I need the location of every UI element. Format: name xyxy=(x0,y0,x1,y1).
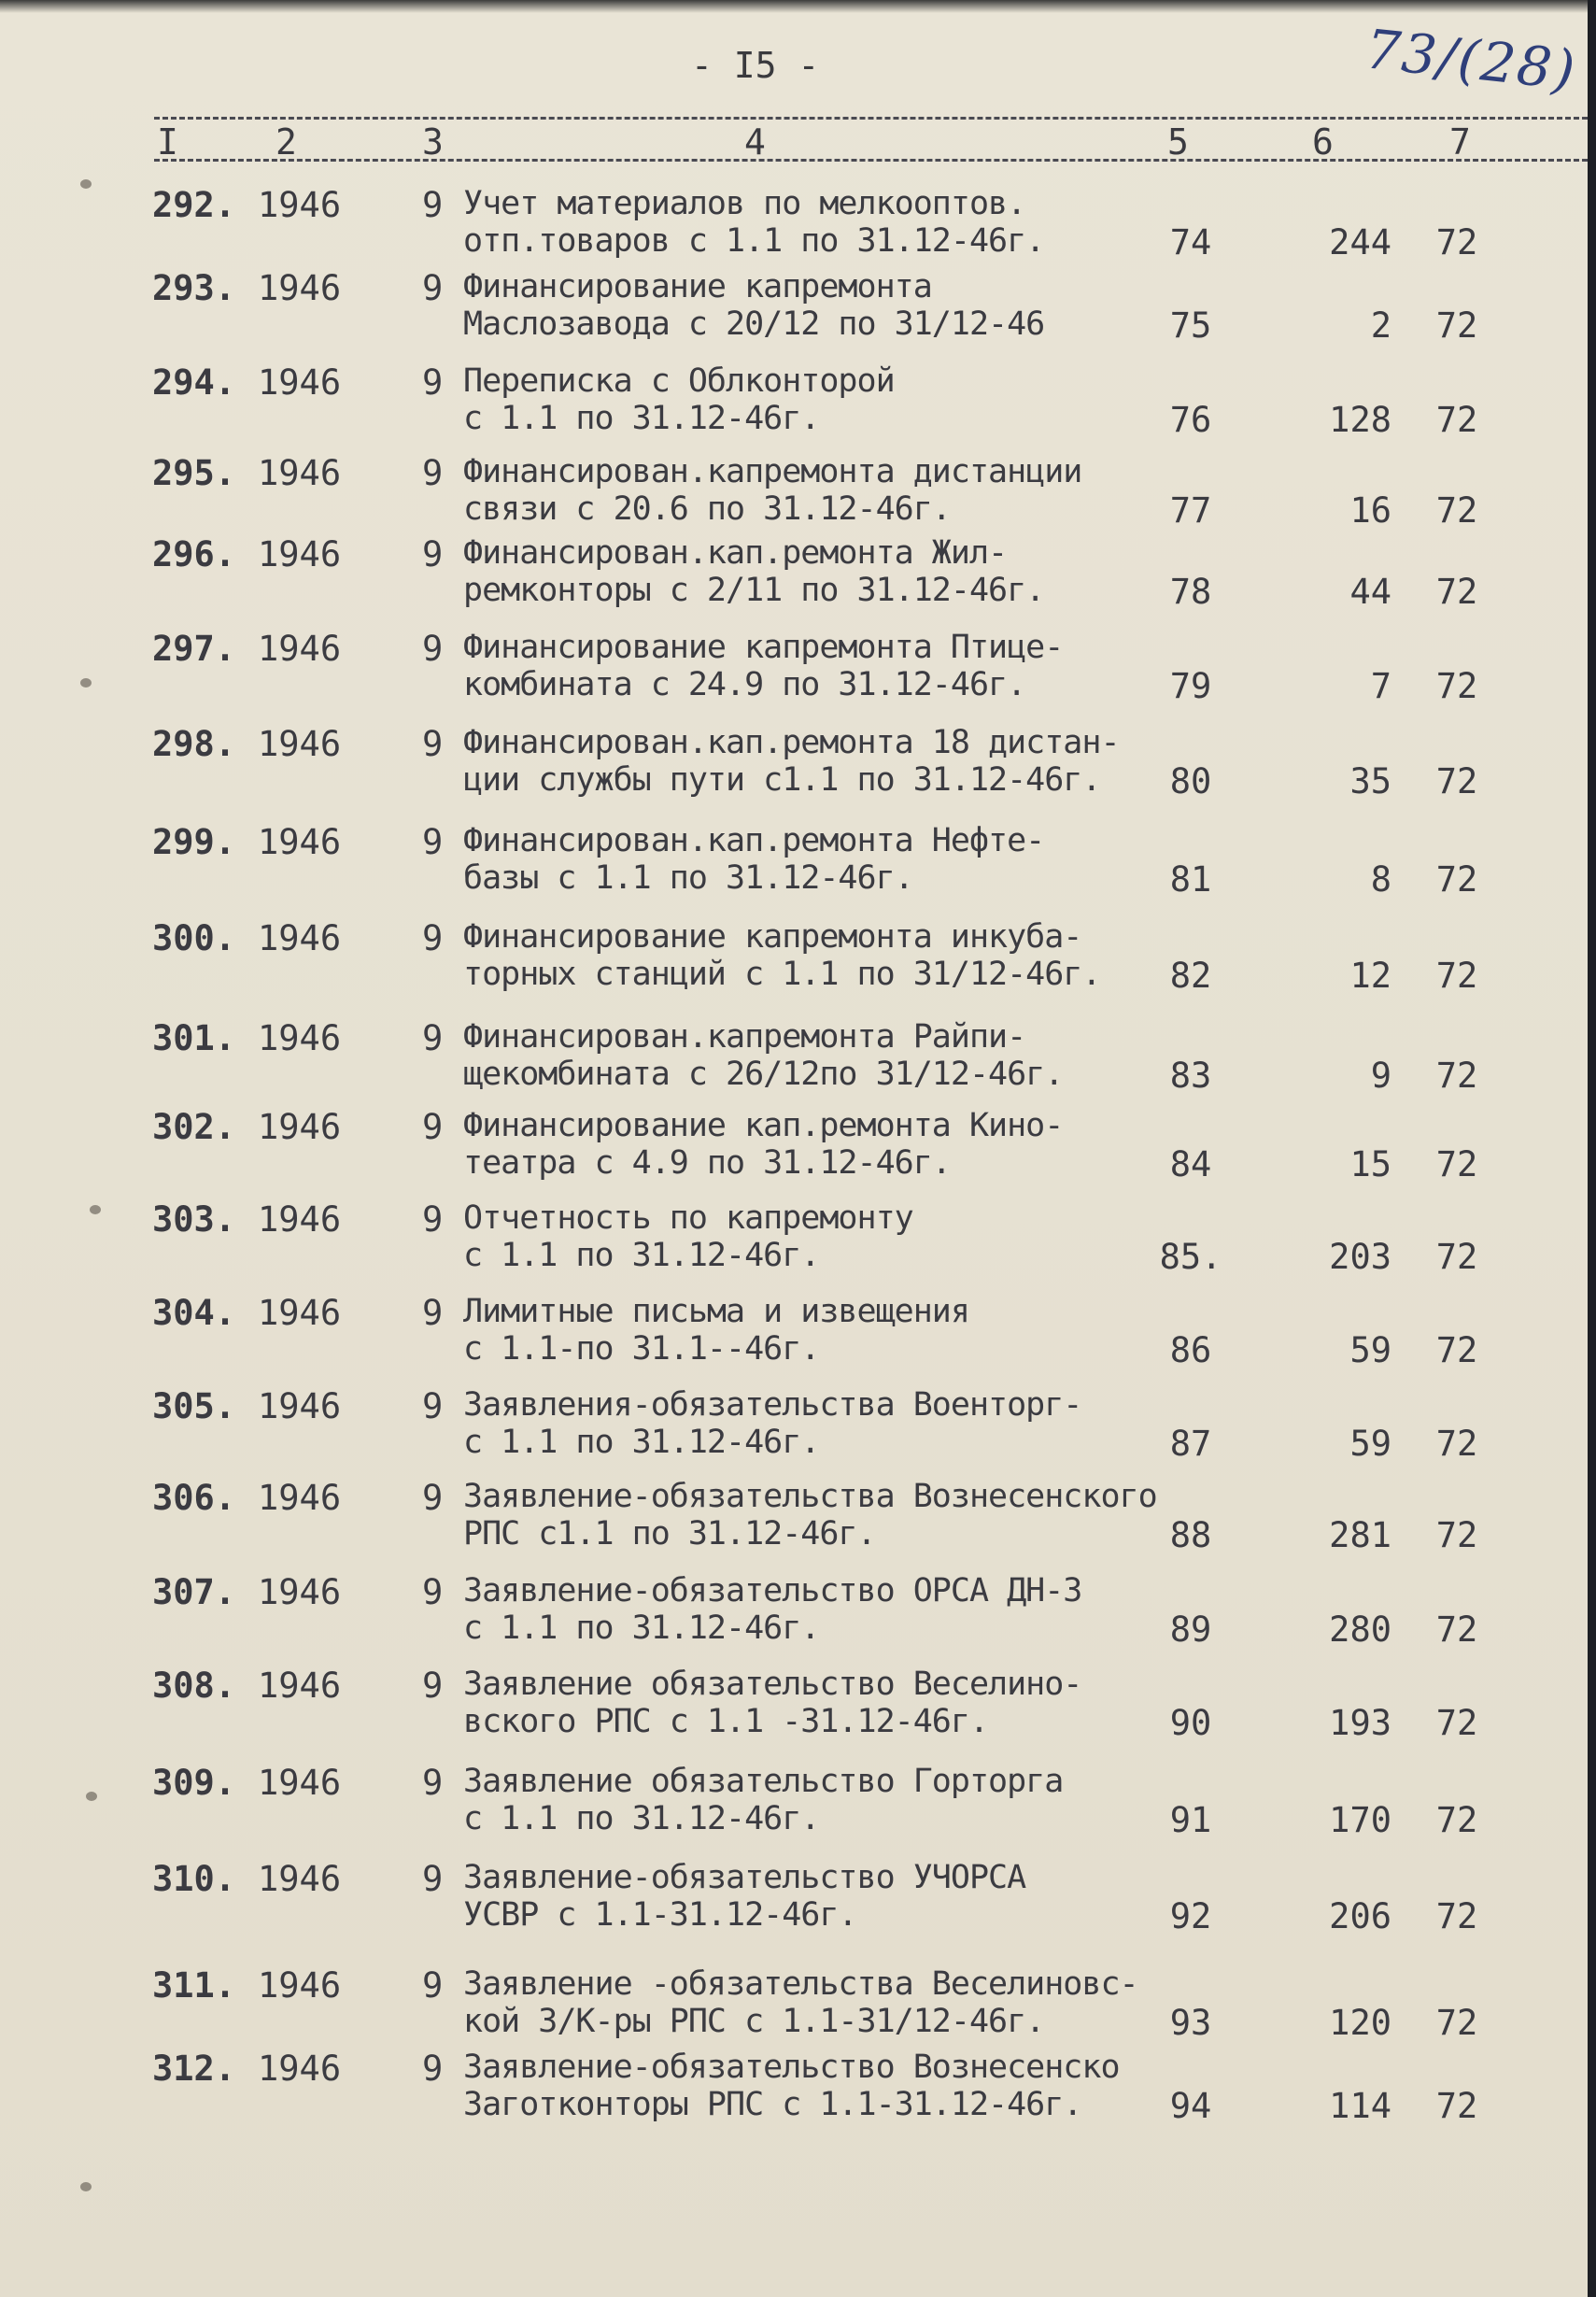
row-col6: 281 xyxy=(1329,1515,1391,1555)
row-title-line1: Заявление -обязательства Веселиновс- xyxy=(463,1965,1138,2003)
table-row xyxy=(0,534,1588,624)
row-col6: 244 xyxy=(1329,222,1391,262)
row-year: 1946 xyxy=(258,2049,342,2089)
row-year: 1946 xyxy=(258,724,342,764)
row-number: 295. xyxy=(152,453,236,493)
row-title-line2: УСВР с 1.1-31.12-46г. xyxy=(463,1896,857,1934)
row-title-line2: театра с 4.9 по 31.12-46г. xyxy=(463,1144,951,1182)
row-year: 1946 xyxy=(258,362,342,403)
row-col7: 72 xyxy=(1435,1144,1478,1184)
row-title xyxy=(463,1666,1081,1740)
row-title xyxy=(463,1859,1025,1934)
row-year: 1946 xyxy=(258,1666,342,1706)
row-number: 312. xyxy=(152,2049,236,2089)
row-col3: 9 xyxy=(422,1386,444,1426)
row-title xyxy=(463,1107,1063,1182)
row-year: 1946 xyxy=(258,1386,342,1426)
row-year: 1946 xyxy=(258,1478,342,1518)
row-title xyxy=(463,1478,1157,1553)
row-col5: 91 xyxy=(1169,1800,1212,1840)
row-col6: 193 xyxy=(1329,1703,1391,1743)
row-number: 304. xyxy=(152,1293,236,1333)
row-number: 300. xyxy=(152,918,236,958)
row-title-line1: Заявление-обязательство ОРСА ДН-3 xyxy=(463,1572,1082,1609)
row-title-line2: Заготконторы РПС с 1.1-31.12-46г. xyxy=(463,2086,1082,2123)
row-col5: 79 xyxy=(1169,666,1212,706)
row-title-line1: Финансирован.кап.ремонта Жил- xyxy=(463,534,1008,572)
row-col7: 72 xyxy=(1435,1609,1478,1650)
row-title-line2: с 1.1 по 31.12-46г. xyxy=(463,1424,820,1461)
row-title xyxy=(463,822,1044,897)
row-col5: 87 xyxy=(1169,1424,1212,1464)
row-col5: 88 xyxy=(1169,1515,1212,1555)
row-year: 1946 xyxy=(258,534,342,574)
row-title xyxy=(463,1018,1063,1093)
row-col6: 15 xyxy=(1349,1144,1391,1184)
row-col6: 114 xyxy=(1329,2086,1391,2126)
row-col3: 9 xyxy=(422,1965,444,2006)
row-col3: 9 xyxy=(422,1478,444,1518)
row-number: 292. xyxy=(152,185,236,225)
row-col3: 9 xyxy=(422,1107,444,1147)
row-col6: 203 xyxy=(1329,1237,1391,1277)
row-col6: 59 xyxy=(1349,1424,1391,1464)
table-row xyxy=(0,1199,1588,1289)
row-col7: 72 xyxy=(1435,666,1478,706)
row-col7: 72 xyxy=(1435,572,1478,612)
row-year: 1946 xyxy=(258,822,342,862)
row-title xyxy=(463,1199,913,1274)
row-title-line2: ции службы пути с1.1 по 31.12-46г. xyxy=(463,761,1101,799)
row-year: 1946 xyxy=(258,453,342,493)
table-row xyxy=(0,1965,1588,2055)
row-col3: 9 xyxy=(422,453,444,493)
header-rule-bottom xyxy=(154,159,1588,162)
row-col3: 9 xyxy=(422,724,444,764)
row-col3: 9 xyxy=(422,918,444,958)
row-col7: 72 xyxy=(1435,1330,1478,1370)
row-col5: 77 xyxy=(1169,490,1212,531)
row-title-line2: щекомбината с 26/12по 31/12-46г. xyxy=(463,1056,1064,1093)
row-col7: 72 xyxy=(1435,1800,1478,1840)
row-title xyxy=(463,1572,1081,1647)
row-number: 299. xyxy=(152,822,236,862)
row-col6: 12 xyxy=(1349,956,1391,996)
row-col5: 80 xyxy=(1169,761,1212,801)
row-title-line1: Заявления-обязательства Военторг- xyxy=(463,1386,1082,1424)
row-title xyxy=(463,362,895,437)
row-col6: 9 xyxy=(1370,1056,1391,1096)
table-row xyxy=(0,2049,1588,2138)
row-title-line2: с 1.1 по 31.12-46г. xyxy=(463,1237,820,1274)
table-row xyxy=(0,453,1588,543)
row-col5: 92 xyxy=(1169,1896,1212,1936)
row-col7: 72 xyxy=(1435,1237,1478,1277)
row-number: 305. xyxy=(152,1386,236,1426)
row-number: 302. xyxy=(152,1107,236,1147)
row-col6: 120 xyxy=(1329,2003,1391,2043)
row-col3: 9 xyxy=(422,268,444,308)
row-col3: 9 xyxy=(422,362,444,403)
row-title xyxy=(463,2049,1120,2123)
row-col6: 206 xyxy=(1329,1896,1391,1936)
scan-edge-shadow xyxy=(0,0,1588,13)
row-col5: 75 xyxy=(1169,305,1212,346)
row-col6: 16 xyxy=(1349,490,1391,531)
row-col6: 59 xyxy=(1349,1330,1391,1370)
row-title-line2: вского РПС с 1.1 -31.12-46г. xyxy=(463,1703,989,1740)
row-year: 1946 xyxy=(258,1572,342,1612)
row-col5: 89 xyxy=(1169,1609,1212,1650)
row-col5: 82 xyxy=(1169,956,1212,996)
row-title-line2: базы с 1.1 по 31.12-46г. xyxy=(463,859,913,897)
row-title xyxy=(463,1763,1063,1837)
row-title-line1: Переписка с Облконторой xyxy=(463,362,895,400)
row-title-line2: с 1.1 по 31.12-46г. xyxy=(463,400,820,437)
row-col5: 81 xyxy=(1169,859,1212,900)
row-year: 1946 xyxy=(258,1763,342,1803)
table-row xyxy=(0,822,1588,912)
sheet-number-stamp: 73/(28) xyxy=(1363,17,1580,103)
row-title-line1: Лимитные письма и извещения xyxy=(463,1293,969,1330)
row-number: 303. xyxy=(152,1199,236,1240)
row-col5: 85. xyxy=(1159,1237,1222,1277)
row-col6: 170 xyxy=(1329,1800,1391,1840)
row-title-line2: кой З/К-ры РПС с 1.1-31/12-46г. xyxy=(463,2003,1045,2040)
row-title-line1: Отчетность по капремонту xyxy=(463,1199,913,1237)
row-col7: 72 xyxy=(1435,2086,1478,2126)
table-row xyxy=(0,362,1588,452)
page-number: - I5 - xyxy=(691,45,820,86)
row-col7: 72 xyxy=(1435,1896,1478,1936)
row-number: 311. xyxy=(152,1965,236,2006)
row-title xyxy=(463,534,1044,609)
row-title-line1: Финансирован.капремонта Райпи- xyxy=(463,1018,1026,1056)
row-number: 301. xyxy=(152,1018,236,1058)
row-number: 310. xyxy=(152,1859,236,1899)
row-col6: 2 xyxy=(1370,305,1391,346)
table-row xyxy=(0,1478,1588,1567)
row-title-line1: Заявление обязательство Горторга xyxy=(463,1763,1064,1800)
row-col5: 78 xyxy=(1169,572,1212,612)
row-col6: 35 xyxy=(1349,761,1391,801)
table-row xyxy=(0,1666,1588,1755)
row-col5: 76 xyxy=(1169,400,1212,440)
header-rule-top xyxy=(154,117,1588,120)
row-title xyxy=(463,453,1081,528)
row-col7: 72 xyxy=(1435,490,1478,531)
column-header-4: 4 xyxy=(744,121,766,163)
row-col5: 74 xyxy=(1169,222,1212,262)
row-title-line1: Заявление-обязательство Вознесенско xyxy=(463,2049,1120,2086)
row-title-line1: Заявление-обязательства Вознесенского xyxy=(463,1478,1157,1515)
row-year: 1946 xyxy=(258,1859,342,1899)
row-year: 1946 xyxy=(258,629,342,669)
row-col6: 8 xyxy=(1370,859,1391,900)
column-header-3: 3 xyxy=(422,121,444,163)
row-title-line2: Маслозавода с 20/12 по 31/12-46 xyxy=(463,305,1045,343)
row-col3: 9 xyxy=(422,1199,444,1240)
row-col7: 72 xyxy=(1435,400,1478,440)
row-col3: 9 xyxy=(422,1763,444,1803)
row-title xyxy=(463,1965,1138,2040)
row-col3: 9 xyxy=(422,1572,444,1612)
row-title-line2: с 1.1 по 31.12-46г. xyxy=(463,1609,820,1647)
row-col3: 9 xyxy=(422,1666,444,1706)
row-number: 306. xyxy=(152,1478,236,1518)
row-title-line2: торных станций с 1.1 по 31/12-46г. xyxy=(463,956,1101,993)
table-row xyxy=(0,918,1588,1008)
row-number: 307. xyxy=(152,1572,236,1612)
column-header-1: I xyxy=(157,121,178,163)
row-title xyxy=(463,629,1063,703)
row-col3: 9 xyxy=(422,1018,444,1058)
row-year: 1946 xyxy=(258,1293,342,1333)
row-col7: 72 xyxy=(1435,222,1478,262)
table-row xyxy=(0,1107,1588,1197)
row-title-line1: Финансирован.кап.ремонта 18 дистан- xyxy=(463,724,1120,761)
row-title-line2: РПС с1.1 по 31.12-46г. xyxy=(463,1515,876,1553)
table-row xyxy=(0,1386,1588,1476)
table-row xyxy=(0,1859,1588,1949)
row-col7: 72 xyxy=(1435,859,1478,900)
row-col5: 90 xyxy=(1169,1703,1212,1743)
row-title-line1: Финансирование капремонта xyxy=(463,268,932,305)
row-col5: 93 xyxy=(1169,2003,1212,2043)
row-col7: 72 xyxy=(1435,761,1478,801)
table-row xyxy=(0,629,1588,718)
row-year: 1946 xyxy=(258,1018,342,1058)
row-col6: 44 xyxy=(1349,572,1391,612)
table-row xyxy=(0,185,1588,275)
row-title xyxy=(463,724,1120,799)
row-title-line1: Финансирование капремонта Птице- xyxy=(463,629,1064,666)
row-year: 1946 xyxy=(258,1965,342,2006)
row-col3: 9 xyxy=(422,185,444,225)
row-title xyxy=(463,1293,969,1368)
table-row xyxy=(0,1293,1588,1382)
table-row xyxy=(0,1763,1588,1852)
row-number: 308. xyxy=(152,1666,236,1706)
row-col7: 72 xyxy=(1435,305,1478,346)
column-header-6: 6 xyxy=(1312,121,1334,163)
row-col7: 72 xyxy=(1435,1056,1478,1096)
row-title-line1: Заявление обязательство Веселино- xyxy=(463,1666,1082,1703)
row-title-line1: Заявление-обязательство УЧОРСА xyxy=(463,1859,1026,1896)
row-year: 1946 xyxy=(258,185,342,225)
row-col6: 7 xyxy=(1370,666,1391,706)
row-year: 1946 xyxy=(258,1107,342,1147)
row-number: 293. xyxy=(152,268,236,308)
row-year: 1946 xyxy=(258,1199,342,1240)
row-col7: 72 xyxy=(1435,2003,1478,2043)
row-col5: 83 xyxy=(1169,1056,1212,1096)
row-title-line1: Финансирование капремонта инкуба- xyxy=(463,918,1082,956)
table-row xyxy=(0,1018,1588,1108)
row-title-line2: с 1.1-по 31.1--46г. xyxy=(463,1330,820,1368)
row-title-line1: Финансирование кап.ремонта Кино- xyxy=(463,1107,1064,1144)
row-col5: 86 xyxy=(1169,1330,1212,1370)
row-number: 298. xyxy=(152,724,236,764)
row-col6: 280 xyxy=(1329,1609,1391,1650)
row-col3: 9 xyxy=(422,629,444,669)
row-col7: 72 xyxy=(1435,1424,1478,1464)
row-col3: 9 xyxy=(422,2049,444,2089)
row-title xyxy=(463,185,1044,260)
table-row xyxy=(0,1572,1588,1662)
binder-hole xyxy=(80,2182,92,2191)
row-title-line1: Финансирован.кап.ремонта Нефте- xyxy=(463,822,1045,859)
column-header-2: 2 xyxy=(275,121,297,163)
row-col5: 94 xyxy=(1169,2086,1212,2126)
row-number: 309. xyxy=(152,1763,236,1803)
row-title-line2: отп.товаров с 1.1 по 31.12-46г. xyxy=(463,222,1045,260)
row-col5: 84 xyxy=(1169,1144,1212,1184)
table-row xyxy=(0,268,1588,358)
row-col6: 128 xyxy=(1329,400,1391,440)
row-year: 1946 xyxy=(258,918,342,958)
row-col3: 9 xyxy=(422,534,444,574)
row-col3: 9 xyxy=(422,1293,444,1333)
row-title-line2: с 1.1 по 31.12-46г. xyxy=(463,1800,820,1837)
row-title xyxy=(463,268,1044,343)
row-col7: 72 xyxy=(1435,956,1478,996)
row-year: 1946 xyxy=(258,268,342,308)
row-title-line2: ремконторы с 2/11 по 31.12-46г. xyxy=(463,572,1045,609)
row-number: 296. xyxy=(152,534,236,574)
column-header-5: 5 xyxy=(1167,121,1189,163)
row-col3: 9 xyxy=(422,1859,444,1899)
row-title-line1: Учет материалов по мелкооптов. xyxy=(463,185,1026,222)
row-title xyxy=(463,1386,1081,1461)
row-title-line2: комбината с 24.9 по 31.12-46г. xyxy=(463,666,1026,703)
row-col3: 9 xyxy=(422,822,444,862)
row-title-line2: связи с 20.6 по 31.12-46г. xyxy=(463,490,951,528)
row-number: 294. xyxy=(152,362,236,403)
row-col7: 72 xyxy=(1435,1703,1478,1743)
row-number: 297. xyxy=(152,629,236,669)
row-title-line1: Финансирован.капремонта дистанции xyxy=(463,453,1082,490)
row-col7: 72 xyxy=(1435,1515,1478,1555)
row-title xyxy=(463,918,1100,993)
column-header-7: 7 xyxy=(1449,121,1471,163)
table-row xyxy=(0,724,1588,814)
